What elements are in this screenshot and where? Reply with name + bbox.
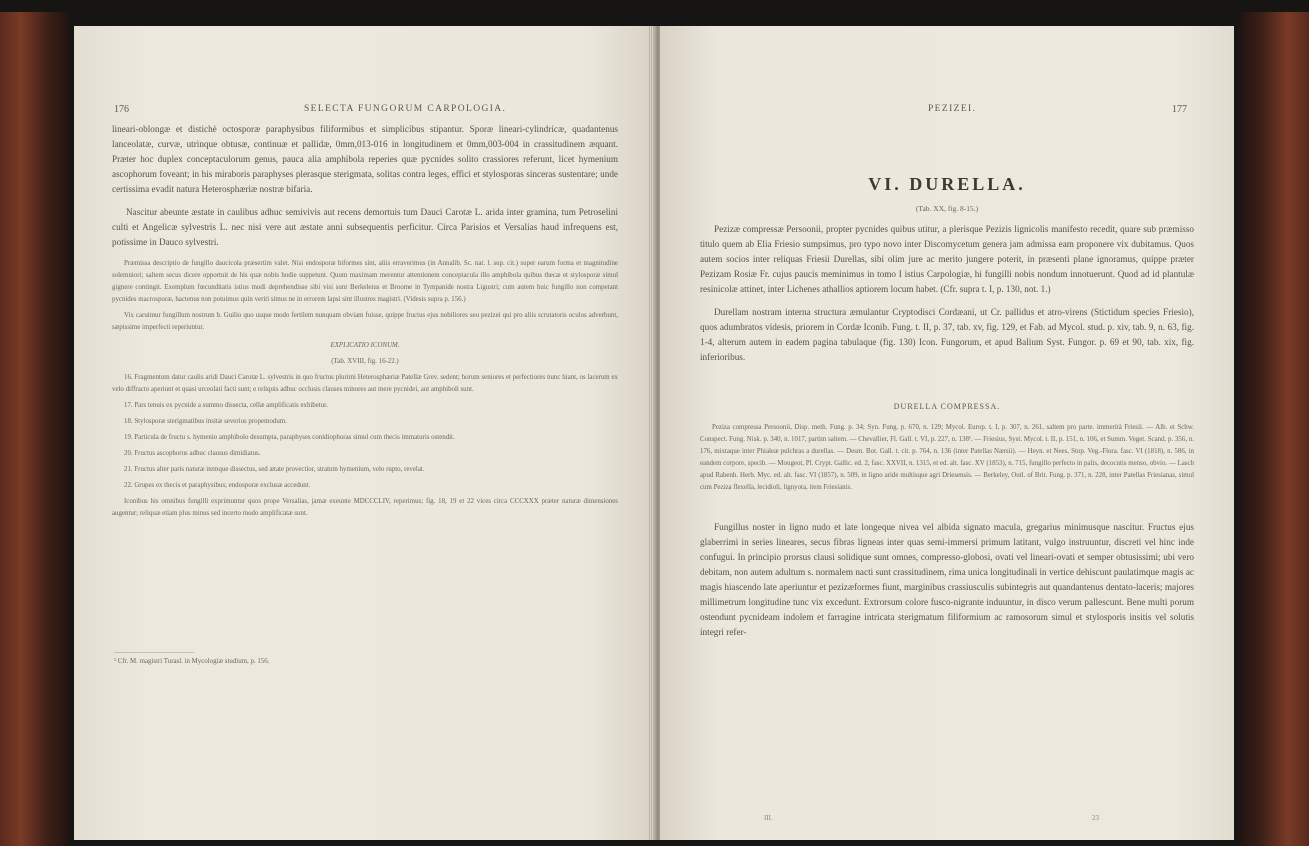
description-paragraph: Fungillus noster in ligno nudo et late longeque nivea vel albida signato macula, gregarius minimusque nascitur. Fructus ejus glaberrimi in series lineares, secus fibras ligneas inter quas semi-immersi primum latitant, vulgo instruuntur, discreti vel hinc inde confugui. In principio prorsus clausi solidique sunt omnes, compresso-globosi, ovati vel lineari-ovati et semper obtusissimi; ubi vero debitam, non autem adultum s. normalem nacti sunt crassitudinem, rima unica longitudinali in vertice dehiscunt paulatimque magis ac magis hiascendo late aperiuntur et pezizæformes fiunt, marginibus crassiusculis subintegris aut quandantenus dentato-laceris; majores millimetrum longitudine tunc vix excedunt. Extrorsum colore fusco-nigrante induuntur, in disco verum pallescunt. Bene multi porum ostendunt pycnideam indolem et farragine intricata sterigmatum filiformium ac ramosorum simul et stylosporis insitis vel solutis integri refer-: [700, 522, 1194, 637]
explicatio-item: 22. Grupes ex thecis et paraphysibus; endosporæ exclusæ accedunt.: [124, 482, 311, 489]
explicatio-item: 18. Stylosporæ sterigmatibus insitæ severius propemodum.: [124, 418, 287, 425]
left-page: [74, 26, 656, 840]
book-cover-right: [1239, 12, 1309, 846]
footnote: ¹ Cfr. M. magistri Turasl. in Mycologiæ studium, p. 156.: [114, 658, 270, 665]
explicatio-item: 20. Fructus ascophorus adhuc clausus dimidiatus.: [124, 450, 261, 457]
explicatio-title: EXPLICATIO ICONUM.: [330, 342, 400, 349]
explicatio-item: 21. Fructus alter paris naturæ itemque dissectus, sed ætate provectior, stratum hymenium, velo rupto, revelat.: [124, 466, 425, 473]
chapter-title: VI. DURELLA.: [868, 174, 1026, 194]
paragraph: lineari-oblongæ et distichè octosporæ paraphysibus filiformibus et simplicibus stipantur. Sporæ lineari-cylindricæ, quadantenus lanceolatæ, curvæ, utrinque obtusæ, continuæ et pallidæ, 0mm,013-016 in longitudinem et 0mm,003-004 in crassitudinem æquant. Præter hoc duplex conceptaculorum genus, pauca alia amphibola reperies quæ pycnides solito crassiores referunt, licet hymenium ascophorum foveant; in his miraboris paraphyses plerasque sterigmata, solitas contra leges, effici et stylosporas sinceras sustentare; unde certissima evadit natura Heterosphæriæ nostræ bifaria.: [112, 124, 618, 194]
page-number: 177: [1172, 104, 1187, 115]
signature-number: 23: [1092, 814, 1099, 822]
body-text: [112, 122, 618, 524]
explicatio-item: 19. Particula de fructu s. hymenio amphibolo desumpta, paraphyses conidiophoras simul cum thecis immaturis ostendit.: [124, 434, 455, 441]
paragraph: Durellam nostram interna structura æmulantur Cryptodisci Cordæani, ut Cr. pallidus et atro-virens (Stictidum species Friesio), quos adumbratos videsis, priorem in Cordæ Iconib. Fung. t. II, p. 37, tab. xv, fig. 129, et Fab. ad Mycol. stud. p. xiv, tab. 9, n. 63, fig. 1-4, alterum autem in eadem pagina tabulaque (fig. 130) Icon. Fungorum, et apud Balium Syst. Fungor. p. 69 et 90, tab. xix, fig. inferioribus.: [700, 307, 1194, 362]
body-text: [700, 222, 1194, 373]
explicatio-item: 16. Fragmentum datur caulis aridi Dauci Carotæ L. sylvestris in quo fructus plurimi Heterosphæriæ Patellæ Grev. sedent; horum seniores et perfectiores nunc hiant, os lacerum ex velo diffracto aperiunt et quasi urceolati facti sunt; e reliquis adhuc occlusis clauses minores aut mere pycnidei, aut amphiboli sunt.: [112, 374, 618, 393]
book-cover-left: [0, 12, 70, 846]
chapter-reference: (Tab. XX, fig. 8-15.): [915, 204, 979, 213]
right-page: [660, 26, 1234, 840]
small-paragraph: Præmissa descriptio de fungillo daucicola præsertim valet. Nisi endosporæ biformes sint, aliis erraverimus (in Annalib. Sc. nat. l. sup. cit.) super earum forma et magnitudine solemniori; saltem secus dicere opportuit de his quæ nobis hodie suppetunt. Quum maximam merentur attentionem conceptacula illo amphibola quibus thecæ et stylosporæ simul gignere contingit. Exemplum fœcunditatis istius modi deprehendisse sibi visi sunt Berkeleius et Broome in Tympanide nostra Ligustri; cum autem huic fungillo non competant pycnides macrosporæ, hactenus non potuimus quin veriti simus ne in errorem lapsi sint illustres magistri. (Videsis supra p. 156.): [112, 260, 618, 303]
explicatio-item: Iconibus his omnibus fungilli exprimuntur quos prope Versalias, jamæ exeunte MDCCCLIV, reperimus; fig. 18, 19 et 22 vices circa CCCXXX præter naturæ dimensiones augentur; reliquæ etiam plus minus sed incerto modo amplificatæ sunt.: [112, 498, 618, 517]
synonymy: Peziza compressa Persoonii, Disp. meth. Fung. p. 34; Syn. Fung. p. 670, n. 129; Mycol. Europ. t. I, p. 307, n. 261, saltem pro parte. immerità Friesii. — Alb. et Schw. Conspect. Fung. Nisk. p. 340, n. 1017, partim saltem. — Chevallier, Fl. Gall. t. VI, p. 227, n. 138¹. — Friesius, Syst. Mycol. t. II, p. 151, n. 106, et Summ. Veget. Scand. p. 356, n. 176, mixtaque inter Phialeæ pulchras a durellas. — Desm. Bot. Gall. t. cit. p. 764, n. 136 (inter Patellas Nærsii). — Heyn. et Nees, Stop. Veg.-Flora. fasc. VI (1818), n. 586, in eandem corpore, specib. — Mougeot, Pl. Crypt. Gallic. ed. 2, fasc. XXVII, n. 1315, et ed. alt. fasc. XV (1853), n. 715, fungillo perfecto in palis, decocutis menso, obvio. — Lasch apud Rabenh. Herb. Myc. ed. alt. fasc. VI (1857), n. 509, in ligno aride multisque agri Driesensis. — Berkeley, Outl. of Brit. Fung. p. 371, n. 228, inter Patellas Friesianas, simul cum Peziza flexella, lecidioli, lignyota, item Friesianis.: [700, 424, 1194, 491]
explicatio-reference: (Tab. XVIII, fig. 16-22.): [331, 358, 399, 365]
page-number: 176: [114, 104, 129, 115]
species-heading: DURELLA COMPRESSA.: [893, 402, 1001, 411]
running-head: SELECTA FUNGORUM CARPOLOGIA.: [304, 104, 507, 114]
small-print: [112, 258, 618, 520]
running-head: PEZIZEI.: [928, 104, 977, 114]
explicatio-item: 17. Pars tenuis ex pycnide a summo dissecta, cellæ amplificatis exhibetur.: [124, 402, 328, 409]
paragraph: Pezizæ compressæ Persoonii, propter pycnides quibus utitur, a plerisque Pezizis lignicolis manifesto recedit, quare sub præmisso titulo quem ab Elia Friesio sumpsimus, pro typo novo inter Discomycetum genera jam admissa eam proponere vix dubitamus. Quos autem socios inter reliquas Friesii Durellas, sibi olim jure ac merito jungere poterit, in præsenti plane ignoramus, quippe præter Pezizam Rosiæ Fr. cujus paucis meminimus in tomo I istius Carpologiæ, hi fungilli nobis nondum innotuerunt. Quod ad id plantulæ resinicolæ attinet, inter Lichenes athallios aptiorem locum habet. (Cfr. supra t. I, p. 130, not. 1.): [700, 224, 1194, 294]
signature-mark: III.: [764, 814, 773, 822]
small-paragraph: Vix caruimur fungillum nostrum b. Guilio quo usque modo fertilem nunquam obviam fuisse, quippe fructus ejus nobiliores seu pezizei qui pro aliis scrutatoris oculos adverbunt, sæpissime imperfecti reperiuntur.: [112, 312, 618, 331]
paragraph: Nascitur abeunte æstate in caulibus adhuc semivivis aut recens demortuis tum Dauci Carotæ L. arida inter gramina, tum Petroselini culti et Angelicæ sylvestris L. nec nisi vere aut æstate anni subsequentis perficitur. Circa Parisios et Versalias haud infrequens est, potissime in Dauco sylvestri.: [112, 207, 618, 247]
footnote-rule: [114, 652, 194, 653]
